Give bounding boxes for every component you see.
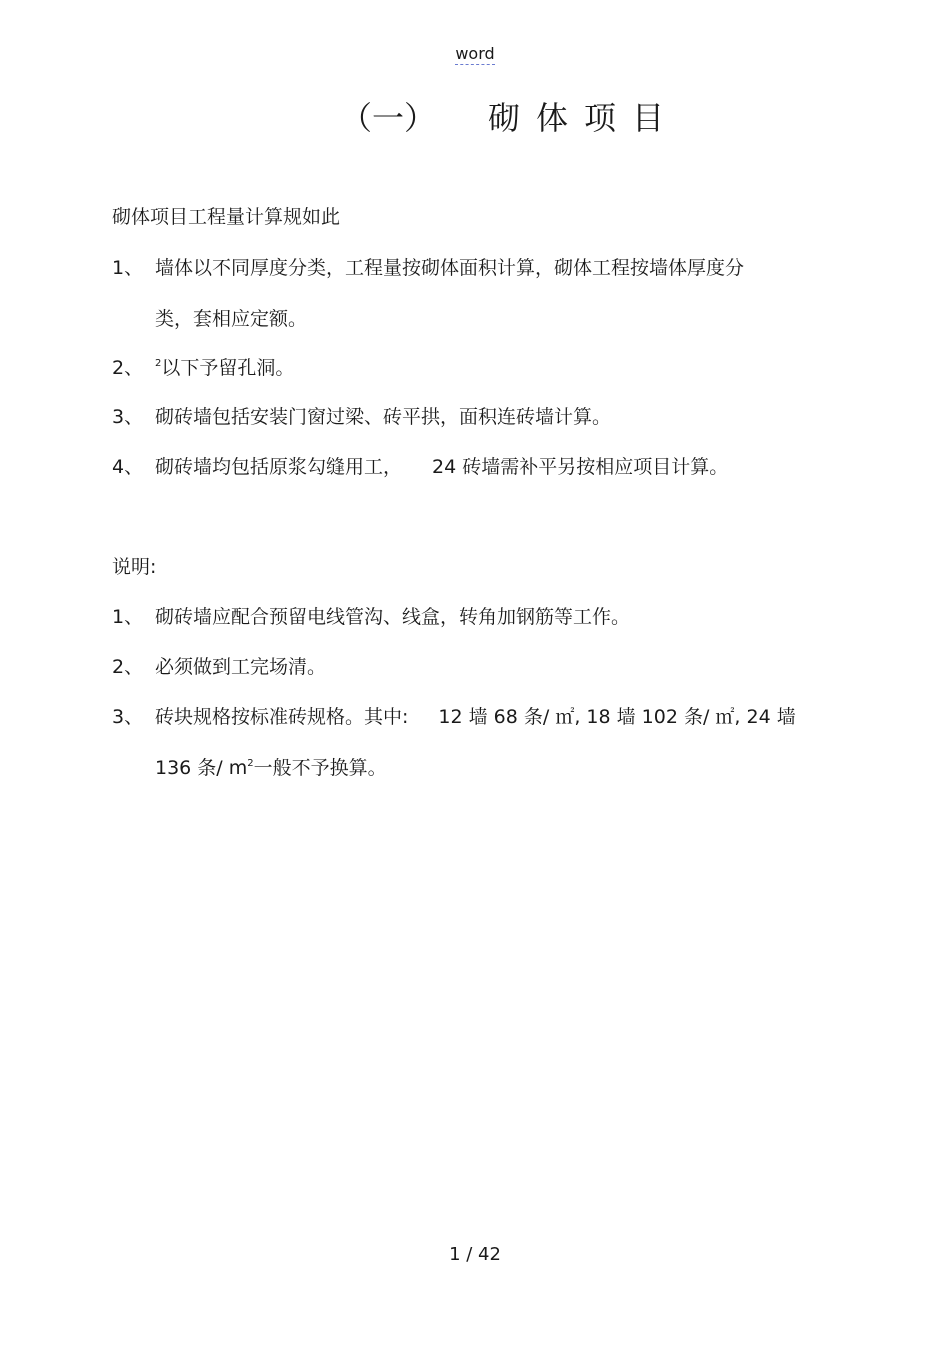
- list-index: 2、: [112, 357, 144, 379]
- list-index: 2、: [112, 656, 144, 678]
- list-index: 4、: [112, 456, 144, 478]
- list-item-continuation: 类，套相应定额。: [155, 308, 308, 330]
- superscript: 2: [247, 758, 254, 769]
- list-index: 3、: [112, 706, 144, 728]
- list-item: [112, 255, 744, 281]
- list-item-continuation: [155, 755, 387, 781]
- superscript: 2: [155, 358, 162, 369]
- list-text: 砖块规格按标准砖规格。其中:: [155, 706, 409, 728]
- list-text: 24 砖墙需补平另按相应项目计算。: [432, 456, 729, 478]
- header-word-text: word: [455, 44, 495, 63]
- list-text: 砌砖墙包括安装门窗过梁、砖平拱，面积连砖墙计算。: [155, 406, 612, 428]
- page-number: 1 / 42: [449, 1244, 501, 1265]
- section1-heading: 砌体项目工程量计算规如此: [112, 206, 341, 228]
- list-text: 墙体以不同厚度分类，工程量按砌体面积计算，砌体工程按墙体厚度分: [155, 257, 745, 279]
- title-text: 砌体项目: [488, 99, 681, 137]
- list-item: [112, 404, 611, 430]
- list-item: [112, 654, 326, 680]
- list-text: 一般不予换算。: [253, 757, 387, 779]
- list-text: 必须做到工完场清。: [155, 656, 327, 678]
- list-text: 136 条/ m: [155, 757, 248, 779]
- list-item: [112, 454, 728, 480]
- list-text: 以下予留孔洞。: [161, 357, 295, 379]
- list-item: [112, 355, 294, 381]
- page-title: [340, 96, 680, 140]
- section2-heading: 说明:: [112, 556, 157, 578]
- list-text: 12 墙 68 条/ ㎡, 18 墙 102 条/ ㎡, 24 墙: [438, 706, 796, 728]
- list-index: 1、: [112, 606, 144, 628]
- title-number: （一）: [340, 99, 437, 137]
- header-word: [0, 44, 950, 64]
- list-text: 砌砖墙应配合预留电线管沟、线盒，转角加钢筋等工作。: [155, 606, 631, 628]
- list-item: [112, 604, 630, 630]
- list-index: 3、: [112, 406, 144, 428]
- list-index: 1、: [112, 257, 144, 279]
- list-item: [112, 704, 796, 730]
- list-text: 砌砖墙均包括原浆勾缝用工，: [155, 456, 403, 478]
